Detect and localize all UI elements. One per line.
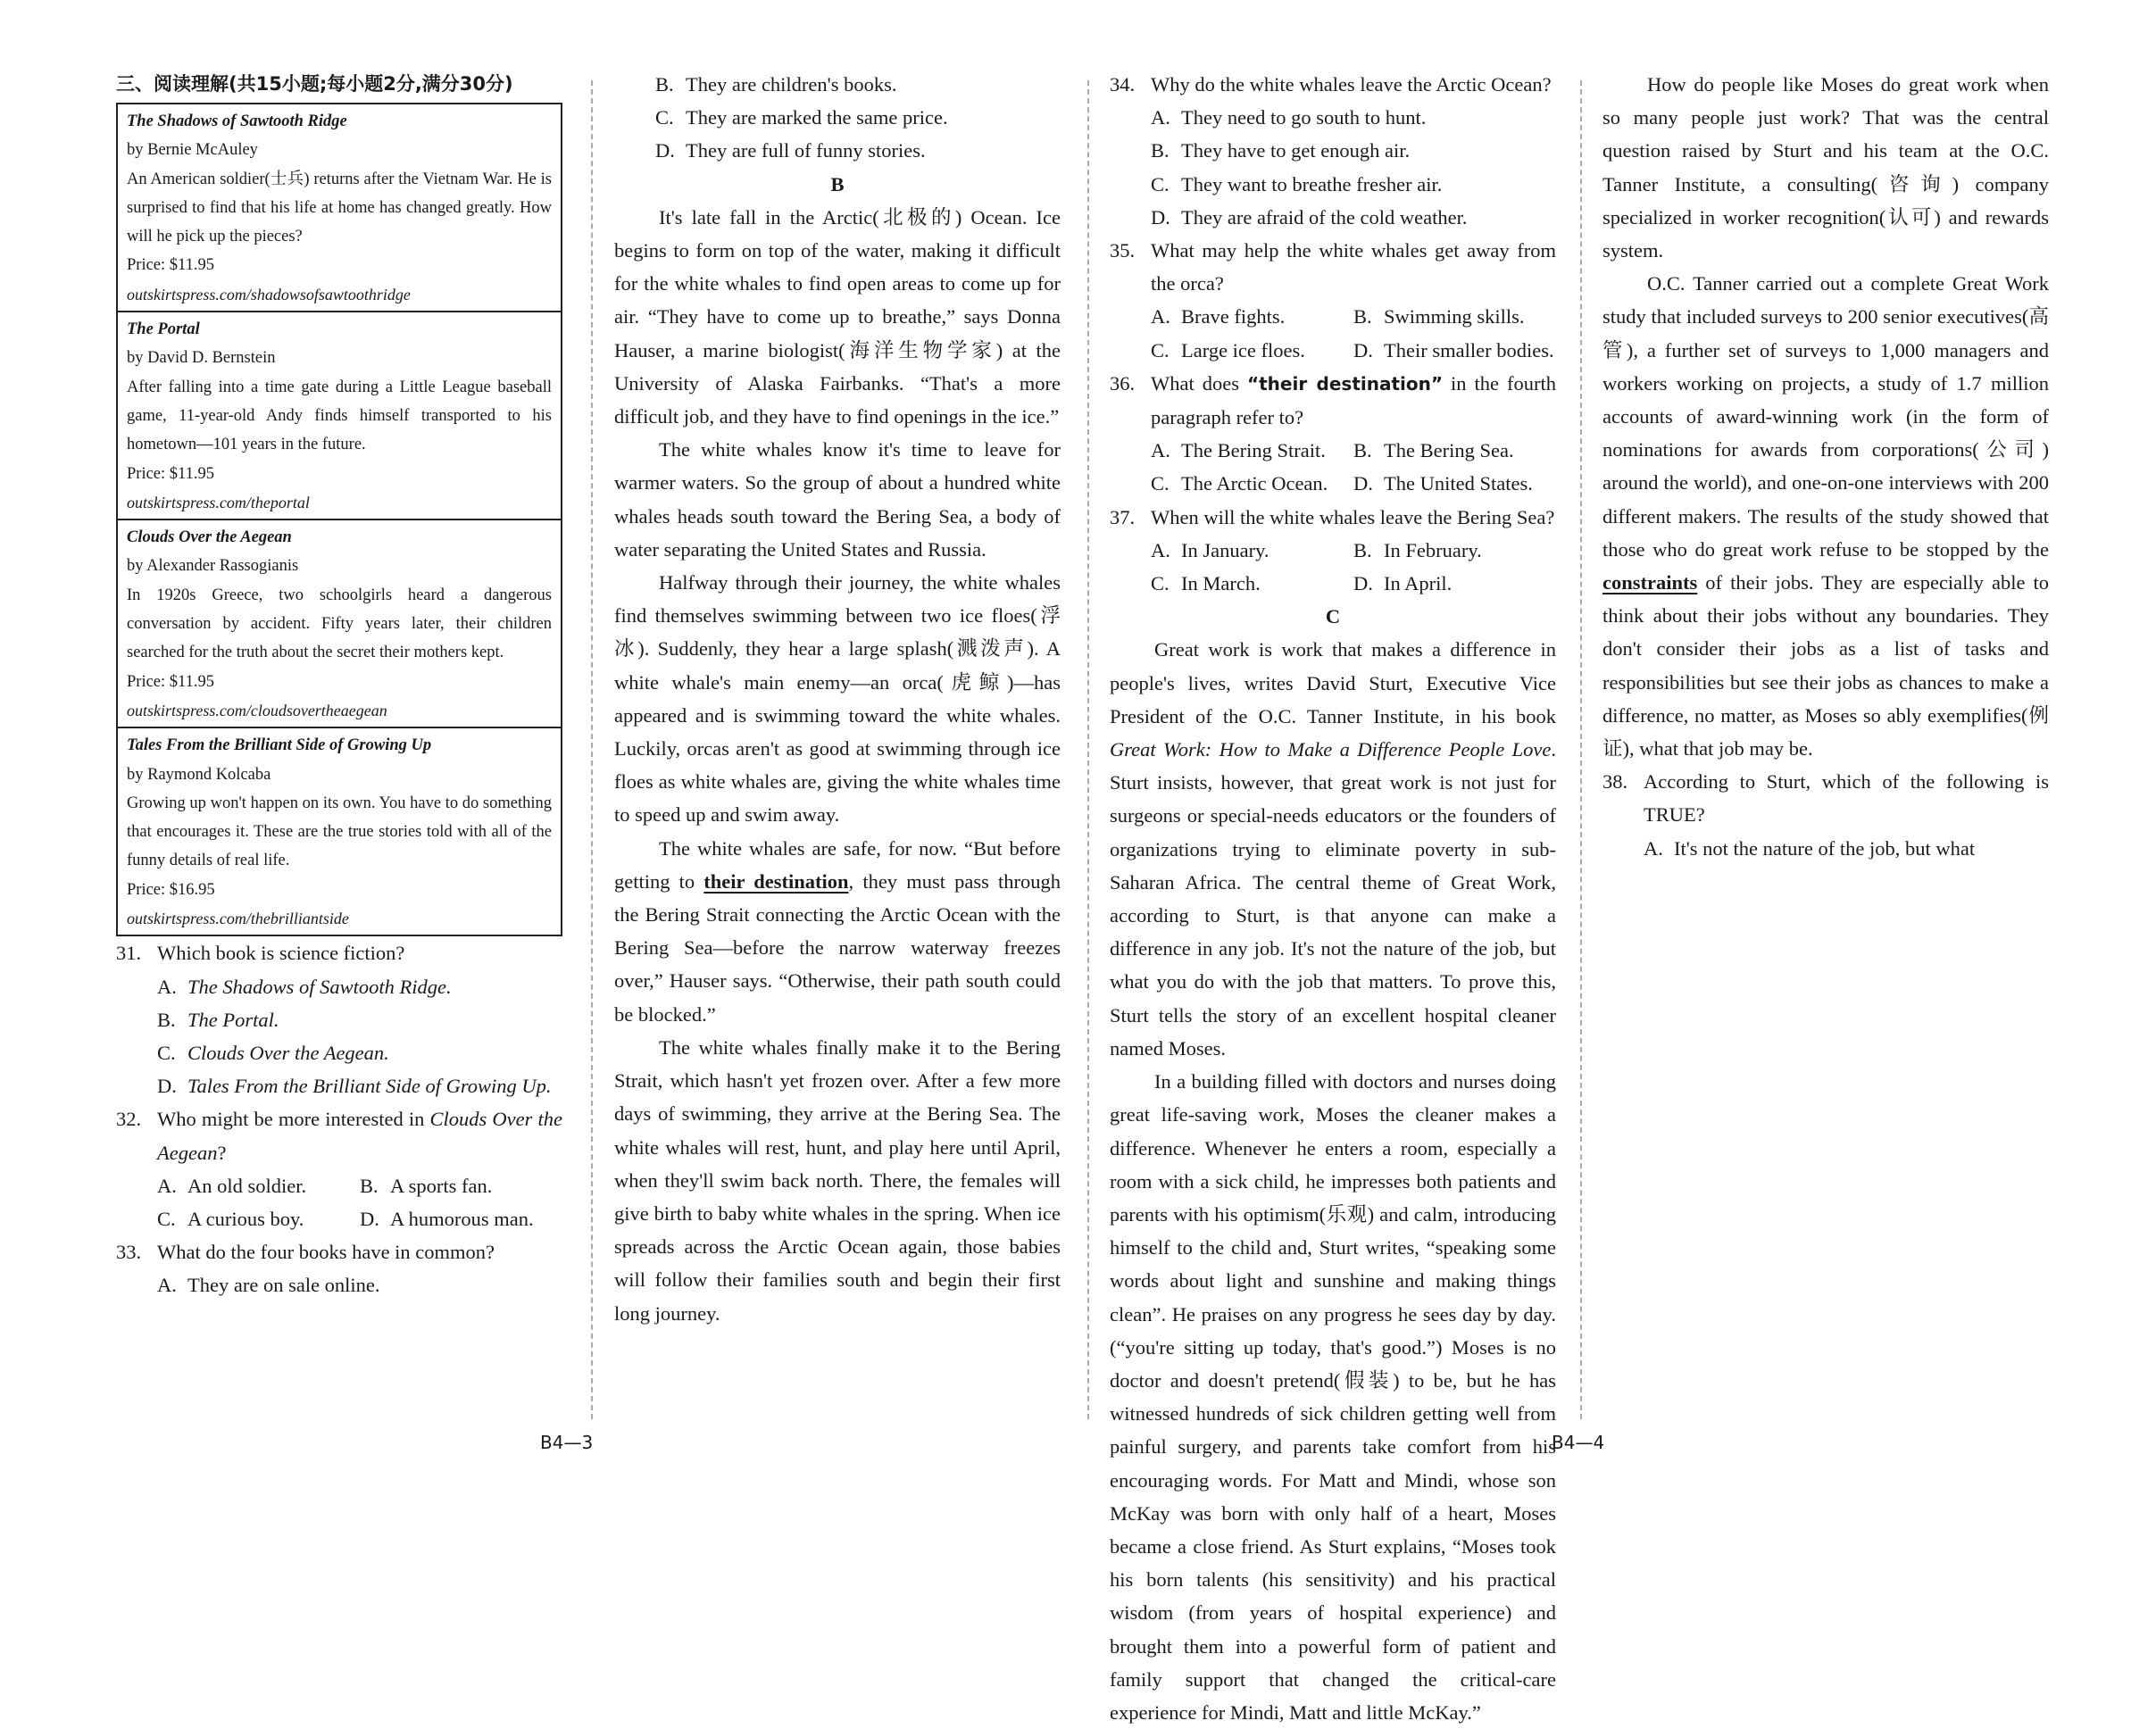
option-32c[interactable]: C. A curious boy. [157,1207,304,1230]
options-36-row1 [1110,434,1556,467]
book-title: The Portal [127,320,200,339]
column-1 [116,68,562,1302]
book-author: by Alexander Rassogianis [127,557,299,576]
option-37b[interactable]: B. In February. [1353,538,1482,561]
option-36b[interactable]: B. The Bering Sea. [1353,439,1514,462]
option-32a[interactable]: A. An old soldier. [157,1174,307,1197]
question-31: 31. Which book is science fiction? [116,942,405,965]
option-35d[interactable]: D. Their smaller bodies. [1353,338,1554,362]
column-3 [1110,68,1556,1729]
passage-b-paragraph: It's late fall in the Arctic(北极的) Ocean. Ice begins to form on top of the water, making it difficult for the white whales to find open areas to come up for air. “They have to come up to breathe,” says Donna Hauser, a marine biologist(海洋生物学家) at the University of Alaska Fairbanks. “That's a more difficult job, and they have to find openings in the ice.” [614,205,1061,428]
question-32: 32. Who might be more interested in Clouds Over the Aegean? [116,1108,563,1164]
passage-c-paragraph: O.C. Tanner carried out a complete Great Work study that included surveys to 200 senior executives(高管), a further set of surveys to 1,000 managers and workers working on projects, a study of 1.7 million accounts of award-winning work (in the form of nominations for awards from corporations(公司) around the world), and one-on-one interviews with 200 different makers. The results of the study showed that those who do great work refuse to be stopped by the constraints of their jobs. They are especially able to think about their jobs without any boundaries. They don't consider their jobs as a list of tasks and responsibilities but see their jobs as chances to make a difference, no matter, as Moses so ably exemplifies(例证), what that job may be. [1602,272,2049,761]
column-2 [614,68,1061,1330]
book-title: Clouds Over the Aegean [127,528,292,547]
option-33d[interactable]: D. They are full of funny stories. [655,139,926,162]
options-37-row2 [1110,567,1556,600]
section-heading: 三、阅读理解(共15小题;每小题2分,满分30分) [116,73,513,95]
page-number-right: B4—4 [1552,1432,1605,1453]
option-36a[interactable]: A. The Bering Strait. [1151,439,1326,462]
question-36: 36. What does “their destination” in the fourth paragraph refer to? [1110,371,1556,429]
option-38a[interactable]: A. It's not the nature of the job, but what [1644,836,1976,860]
option-31a[interactable]: A. The Shadows of Sawtooth Ridge. [157,975,452,998]
book-url: outskirtspress.com/thebrilliantside [127,910,349,928]
column-divider [1580,80,1582,1419]
option-31c[interactable]: C. Clouds Over the Aegean. [157,1041,389,1064]
option-35c[interactable]: C. Large ice floes. [1151,338,1305,362]
question-33: 33. What do the four books have in common? [116,1241,495,1264]
option-35b[interactable]: B. Swimming skills. [1353,305,1525,328]
passage-b-paragraph: Halfway through their journey, the white whales find themselves swimming between two ice floes(浮冰). Suddenly, they hear a large splash(溅泼声). A white whale's main enemy—an orca(虎鲸)—has appeared and is swimming toward the white whales. Luckily, orcas aren't as good at swimming through ice floes as white whales are, giving the white whales time to speed up and swim away. [614,571,1061,827]
passage-c-paragraph: In a building filled with doctors and nurses doing great life-saving work, Moses the cleaner makes a difference. Whenever he enters a room, especially a room with a sick child, he impresses both patients and parents with his optimism(乐观) and calm, introducing himself to the child and, Sturt writes, “speaking some words about light and sunshine and making things clean”. He praises on any progress he sees day by day. (“you're sitting up today, that's good.”) Moses is no doctor and doesn't pretend(假装) to be, but he has witnessed hundreds of sick children getting well from painful surgery, and parents take comfort from his encouraging words. For Matt and Mindi, whose son McKay was born with only half of a heart, Moses became a close friend. As Sturt explains, “Moses took his born talents (his sensitivity) and his practical wisdom (from years of hospital experience) and brought them into a powerful form of patient and family support that changed the critical-care experience for Mindi, Matt and little McKay.” [1110,1070,1556,1724]
book-list-box [116,103,562,936]
passage-c-paragraph: Great work is work that makes a difference in people's lives, writes David Sturt, Executive Vice President of the O.C. Tanner Institute, in his book Great Work: How to Make a Difference People Love. Sturt insists, however, that great work is not just for surgeons or special-needs educators or the founders of organizations trying to eliminate poverty in sub-Saharan Africa. The central theme of Great Work, according to Sturt, is that anyone can make a difference in any job. It's not the nature of the job, but what you do with the job that matters. To prove this, Sturt tells the story of an excellent hospital cleaner named Moses. [1110,638,1556,1060]
book-description: An American soldier(士兵) returns after the Vietnam War. He is surprised to find that his life at home has changed greatly. How will he pick up the pieces? [127,170,552,246]
option-33a[interactable]: A. They are on sale online. [157,1274,380,1297]
book-description: Growing up won't happen on its own. You have to do something that encourages it. These are the true stories told with all of the funny details of real life. [127,794,552,870]
book-url: outskirtspress.com/cloudsovertheaegean [127,701,387,719]
book-entry [118,520,561,728]
book-entry [118,104,561,312]
book-title: The Shadows of Sawtooth Ridge [127,112,347,130]
option-33b[interactable]: B. They are children's books. [655,73,897,96]
book-author: by Raymond Kolcaba [127,765,271,784]
passage-b-paragraph: The white whales know it's time to leave for warmer waters. So the group of about a hundred white whales heads south toward the Bering Sea, a body of water separating the United States and Russia. [614,438,1061,561]
page-number-left: B4—3 [540,1432,594,1453]
book-entry [118,728,561,935]
option-34b[interactable]: B. They have to get enough air. [1151,139,1411,162]
book-description: In 1920s Greece, two schoolgirls heard a dangerous conversation by accident. Fifty years later, their children searched for the truth about the secret their mothers kept. [127,586,552,662]
question-37: 37. When will the white whales leave the Bering Sea? [1110,505,1555,528]
column-4 [1602,68,2049,865]
passage-b-paragraph: The white whales are safe, for now. “But before getting to their destination, they must pass through the Bering Strait connecting the Arctic Ocean with the Bering Sea—before the narrow waterway freezes over,” Hauser says. “Otherwise, their path south could be blocked.” [614,836,1061,1026]
question-34: 34. Why do the white whales leave the Arctic Ocean? [1110,73,1552,96]
options-36-row2 [1110,467,1556,500]
passage-b-label: B [830,172,845,195]
book-price: Price: $11.95 [127,672,214,691]
book-price: Price: $11.95 [127,464,214,483]
book-url: outskirtspress.com/shadowsofsawtoothridge [127,285,411,303]
book-entry [118,312,561,520]
options-37-row1 [1110,534,1556,567]
question-35: 35. What may help the white whales get away from the orca? [1110,239,1556,295]
book-description: After falling into a time gate during a Little League baseball game, 11-year-old Andy finds himself transported to his hometown—101 years in the future. [127,378,552,454]
options-32-row1 [116,1169,562,1202]
book-title: Tales From the Brilliant Side of Growing Up [127,736,432,755]
option-36c[interactable]: C. The Arctic Ocean. [1151,472,1328,495]
keyword-constraints: constraints [1602,571,1698,594]
option-32d[interactable]: D. A humorous man. [360,1207,534,1230]
option-34d[interactable]: D. They are afraid of the cold weather. [1151,205,1468,229]
column-divider [591,80,593,1419]
option-34a[interactable]: A. They need to go south to hunt. [1151,106,1427,129]
options-32-row2 [116,1202,562,1235]
option-37a[interactable]: A. In January. [1151,538,1269,561]
book-url: outskirtspress.com/theportal [127,493,310,511]
option-31d[interactable]: D. Tales From the Brilliant Side of Growing Up. [157,1075,552,1098]
passage-c-paragraph: How do people like Moses do great work when so many people just work? That was the central question raised by Sturt and his team at the O.C. Tanner Institute, a consulting(咨询) company specialized in worker recognition(认可) and rewards system. [1602,73,2049,262]
book-author: by David D. Bernstein [127,349,276,368]
option-36d[interactable]: D. The United States. [1353,472,1533,495]
option-32b[interactable]: B. A sports fan. [360,1174,493,1197]
book-price: Price: $16.95 [127,880,215,899]
book-price: Price: $11.95 [127,256,214,275]
option-37c[interactable]: C. In March. [1151,572,1261,595]
option-34c[interactable]: C. They want to breathe fresher air. [1151,172,1443,195]
keyword-their-destination: their destination [703,869,849,893]
options-35-row1 [1110,300,1556,333]
book-author: by Bernie McAuley [127,141,258,160]
option-33c[interactable]: C. They are marked the same price. [655,106,948,129]
option-35a[interactable]: A. Brave fights. [1151,305,1286,328]
question-38: 38. According to Sturt, which of the following is TRUE? [1602,770,2049,827]
options-35-row2 [1110,334,1556,367]
option-31b[interactable]: B. The Portal. [157,1008,279,1031]
passage-b-paragraph: The white whales finally make it to the Bering Strait, which hasn't yet frozen over. After a few more days of swimming, they arrive at the Bering Sea. The white whales will rest, hunt, and play here until April, when they'll swim back north. There, the females will give birth to baby white whales in the spring. When ice spreads across the Arctic Ocean again, those babies will follow their families south and begin their first long journey. [614,1035,1061,1325]
option-37d[interactable]: D. In April. [1353,572,1453,595]
column-divider [1087,80,1089,1419]
passage-c-label: C [1325,605,1341,628]
